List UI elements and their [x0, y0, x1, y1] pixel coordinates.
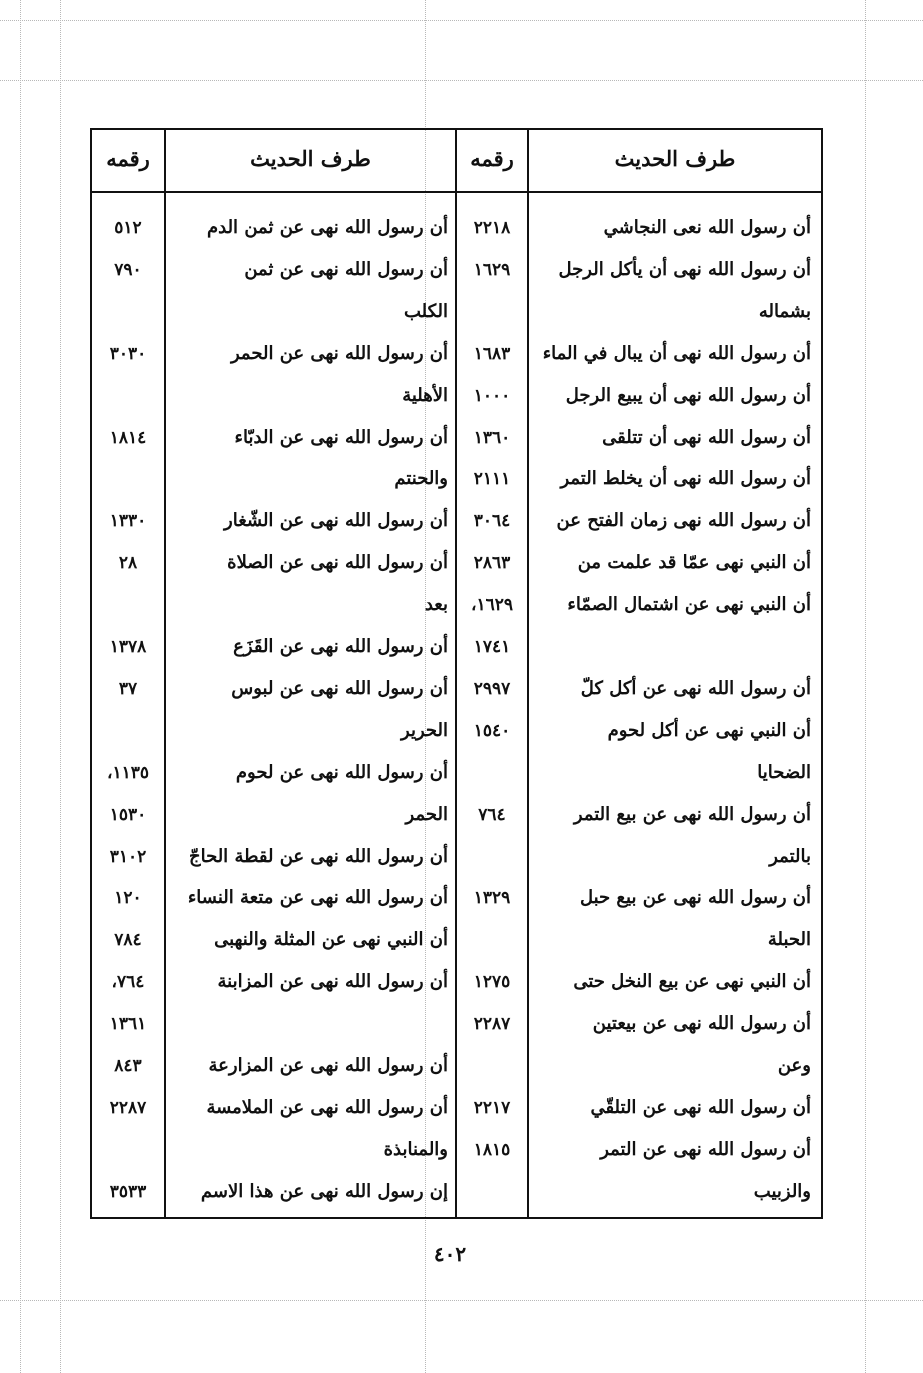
hadith-number: ١٨١٤: [109, 428, 147, 448]
scan-guide: [20, 0, 21, 1373]
hadith-text: [551, 627, 811, 667]
hadith-text: أن رسول الله نهى أن يخلط التمر: [560, 468, 811, 489]
hadith-text: بشماله: [758, 301, 811, 322]
hadith-text: أن رسول الله نهى عن لقطة الحاجّ: [188, 846, 448, 867]
hadith-text: أن رسول الله نهى عن ثمن الدم: [206, 217, 448, 238]
hadith-text: أن رسول الله نهى عن الحمر: [231, 343, 448, 364]
hadith-text: أن رسول الله نهى عن التلقّي: [590, 1097, 811, 1118]
hadith-text: والحنتم: [394, 468, 448, 489]
scan-guide: [0, 80, 923, 81]
hadith-number: ١٣٢٩: [473, 888, 511, 908]
hadith-number: [457, 1172, 527, 1212]
hadith-text: الحبلة: [767, 929, 811, 950]
hadith-number: ١٦٢٩،: [470, 595, 514, 615]
hadith-number: ٢٨: [118, 553, 138, 573]
hadith-text: أن رسول الله نهى عن متعة النساء: [187, 887, 448, 908]
hadith-number: [457, 292, 527, 332]
hadith-text: والمنابذة: [383, 1139, 448, 1160]
hadith-number: ١٣٧٨: [109, 637, 147, 657]
hadith-text: بعد: [424, 594, 448, 615]
hadith-text: أن رسول الله نهى أن يبيع الرجل: [565, 385, 811, 406]
hadith-text: أن النبي نهى عن اشتمال الصمّاء: [567, 594, 811, 615]
hadith-number: ٢٢١٧: [473, 1098, 511, 1118]
hadith-number: ١٣٣٠: [109, 511, 147, 531]
hadith-text: أن رسول الله نهى عن ثمن: [244, 259, 448, 280]
hadith-text: أن رسول الله نهى عن التمر: [600, 1139, 811, 1160]
header-divider: [90, 191, 823, 193]
hadith-text: أن النبي نهى عن المثلة والنهبى: [214, 929, 448, 950]
hadith-text: الحرير: [401, 720, 448, 741]
hadith-number: [92, 292, 164, 332]
hadith-number: ١٣٦٠: [473, 428, 511, 448]
hadith-text: أن رسول الله نهى عن بيع حبل: [579, 887, 811, 908]
hadith-number: ١٠٠٠: [473, 386, 511, 406]
hadith-number: [92, 585, 164, 625]
hadith-text: أن رسول الله نهى أن يبال في الماء: [542, 343, 811, 364]
header-text-right: طرف الحديث: [614, 146, 736, 171]
hadith-text: أن النبي نهى عن بيع النخل حتى: [573, 971, 811, 992]
hadith-number: ١٢٠: [114, 888, 142, 908]
hadith-number: [457, 920, 527, 960]
hadith-text: أن رسول الله نعى النجاشي: [603, 217, 811, 238]
hadith-text: الأهلية: [402, 385, 448, 406]
scan-guide: [0, 1300, 923, 1301]
hadith-number: ١٢٧٥: [473, 972, 511, 992]
hadith-number: ٣٧: [118, 679, 138, 699]
hadith-number: ٧٩٠: [114, 260, 142, 280]
hadith-number: ٢٢٨٧: [473, 1014, 511, 1034]
hadith-number: ٨٤٣: [114, 1056, 142, 1076]
hadith-text: أن رسول الله نهى عن لبوس: [231, 678, 448, 699]
hadith-number: ١٥٣٠: [109, 805, 147, 825]
hadith-number: [457, 1046, 527, 1086]
hadith-text: والزبيب: [753, 1181, 811, 1202]
hadith-text: الكلب: [403, 301, 448, 322]
header-text-left: طرف الحديث: [250, 146, 371, 171]
page-number: ٤٠٢: [433, 1242, 467, 1266]
hadith-number: ٢١١١: [473, 469, 511, 489]
column-divider: [164, 128, 166, 1219]
hadith-number: [457, 837, 527, 877]
hadith-number: ١٦٨٣: [473, 344, 511, 364]
hadith-text: أن رسول الله نهى أن تتلقى: [602, 427, 811, 448]
hadith-number: [92, 1130, 164, 1170]
hadith-number: ١٦٢٩: [473, 260, 511, 280]
hadith-text: أن رسول الله نهى عن أكل كلّ: [580, 678, 811, 699]
hadith-number: ١٧٤١: [473, 637, 511, 657]
hadith-number: ٣٥٣٣: [109, 1182, 147, 1202]
hadith-number: [92, 376, 164, 416]
hadith-number: ٢٨٦٣: [473, 553, 511, 573]
header-num-left: رقمه: [106, 146, 150, 171]
hadith-text: أن النبي نهى عمّا قد علمت من: [577, 552, 811, 573]
hadith-number: ٧٦٤،: [111, 972, 145, 992]
hadith-text: [178, 1004, 448, 1044]
hadith-number: [92, 459, 164, 499]
hadith-text: أن رسول الله نهى أن يأكل الرجل: [558, 259, 811, 280]
hadith-number: ٢٢٨٧: [109, 1098, 147, 1118]
hadith-number: ٢٢١٨: [473, 218, 511, 238]
hadith-number: ٧٨٤: [114, 930, 142, 950]
hadith-number: ١٨١٥: [473, 1140, 511, 1160]
hadith-number: ٣٠٦٤: [473, 511, 511, 531]
hadith-text: أن رسول الله نهى زمان الفتح عن: [556, 510, 811, 531]
hadith-number: ١١٣٥،: [106, 763, 150, 783]
hadith-number: ٣١٠٢: [109, 847, 147, 867]
hadith-number: ١٣٦١: [109, 1014, 147, 1034]
hadith-number: [92, 711, 164, 751]
hadith-text: أن رسول الله نهى عن المزابنة: [217, 971, 448, 992]
hadith-text: أن النبي نهى عن أكل لحوم: [607, 720, 811, 741]
hadith-text: إن رسول الله نهى عن هذا الاسم: [200, 1181, 448, 1202]
header-num-right: رقمه: [470, 146, 514, 171]
hadith-text: أن رسول الله نهى عن الشّغار: [224, 510, 448, 531]
hadith-text: أن رسول الله نهى عن الملامسة: [206, 1097, 448, 1118]
hadith-text: أن رسول الله نهى عن الدبّاء: [234, 427, 448, 448]
hadith-number: ٣٠٣٠: [109, 344, 147, 364]
hadith-number: ٥١٢: [114, 218, 142, 238]
hadith-text: أن رسول الله نهى عن الصلاة: [227, 552, 448, 573]
hadith-text: أن رسول الله نهى عن بيع التمر: [573, 804, 811, 825]
hadith-text: بالتمر: [769, 846, 811, 867]
scan-guide: [0, 20, 923, 21]
hadith-text: وعن: [777, 1055, 811, 1076]
hadith-text: الضحايا: [757, 762, 811, 783]
hadith-number: [457, 753, 527, 793]
hadith-text: أن رسول الله نهى عن لحوم: [235, 762, 448, 783]
column-divider: [527, 128, 529, 1219]
hadith-text: أن رسول الله نهى عن بيعتين: [592, 1013, 811, 1034]
hadith-text: أن رسول الله نهى عن المزارعة: [208, 1055, 448, 1076]
hadith-number: ١٥٤٠: [473, 721, 511, 741]
hadith-text: أن رسول الله نهى عن القَزَع: [233, 636, 448, 657]
hadith-text: الحمر: [405, 804, 448, 825]
scan-guide: [60, 0, 61, 1373]
hadith-number: ٢٩٩٧: [473, 679, 511, 699]
scan-guide: [865, 0, 866, 1373]
hadith-number: ٧٦٤: [478, 805, 506, 825]
